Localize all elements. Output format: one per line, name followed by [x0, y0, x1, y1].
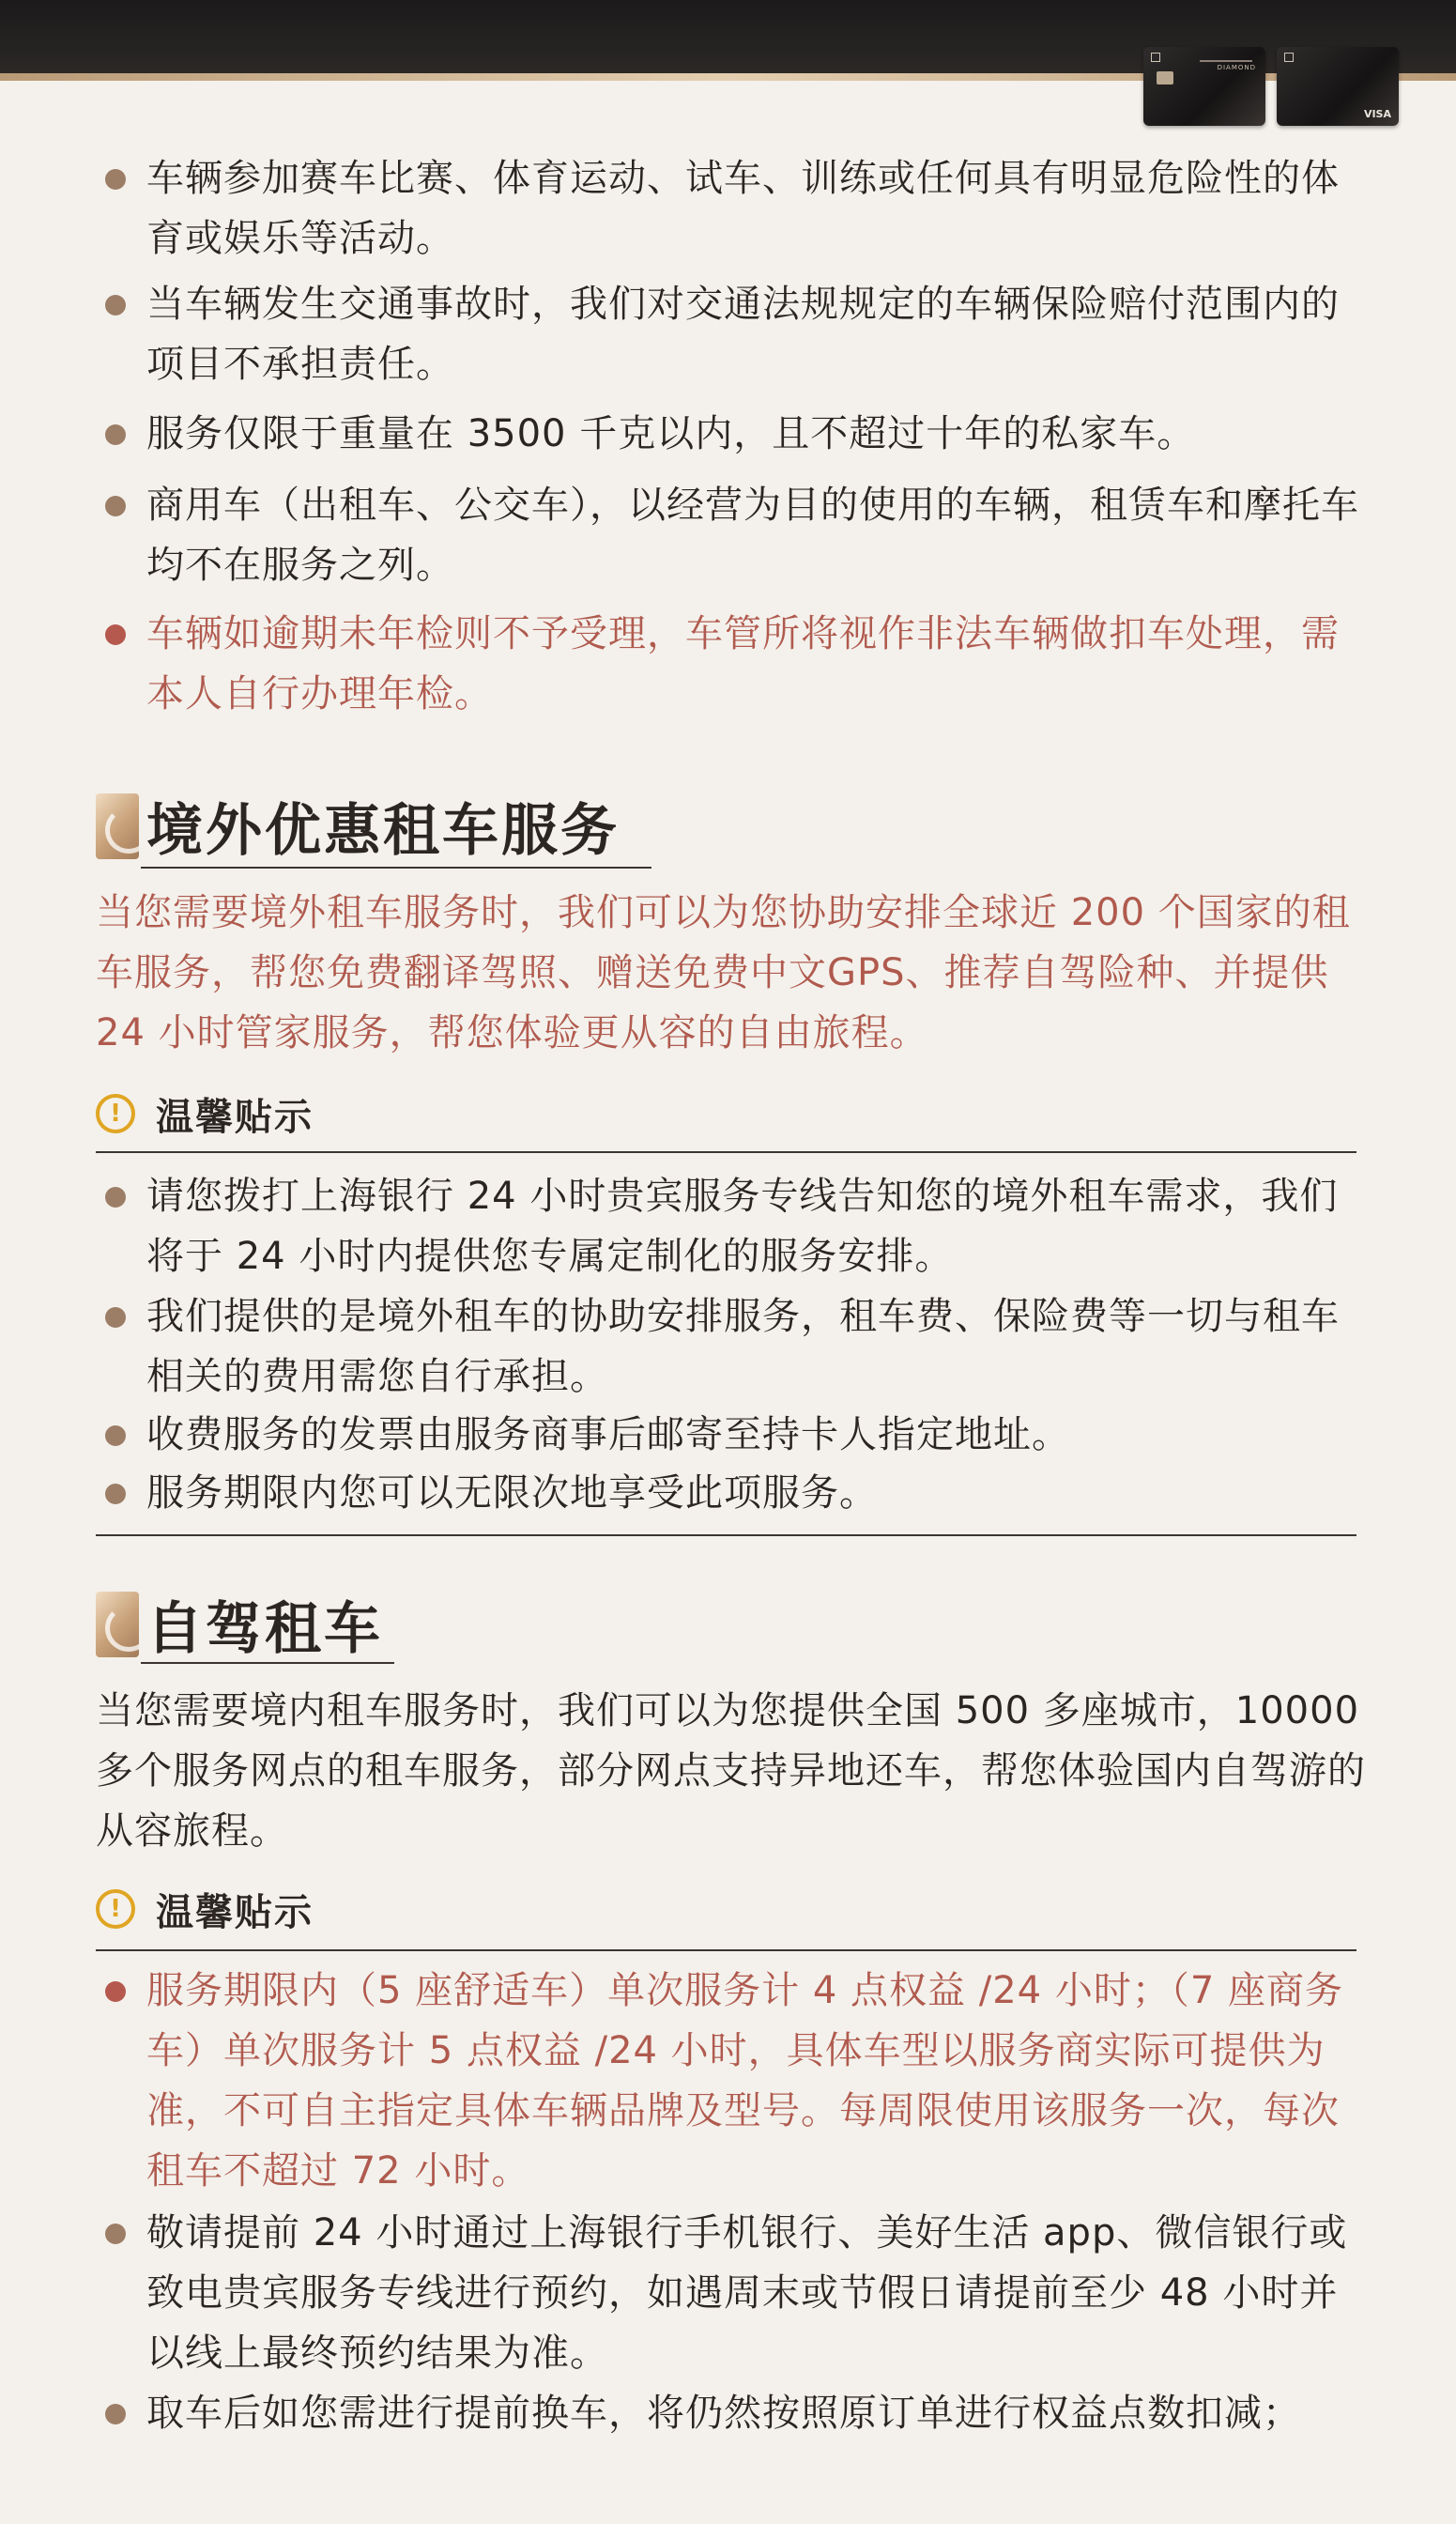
- divider: [96, 1151, 1356, 1153]
- list-item: [96, 148, 1363, 269]
- bullet-dot-icon: [105, 1425, 126, 1446]
- list-item-warning: [96, 1961, 1363, 2201]
- section-marker-icon: [96, 793, 139, 859]
- list-item-text: 取车后如您需进行提前换车，将仍然按照原订单进行权益点数扣减；: [146, 2392, 1301, 2435]
- section-heading-selfdrive: [96, 1587, 383, 1662]
- list-item-text: 收费服务的发票由服务商事后邮寄至持卡人指定地址。: [146, 1413, 1070, 1456]
- list-item-warning: [96, 604, 1363, 724]
- bullet-dot-icon: [105, 1981, 126, 2002]
- section-heading-overseas: [96, 789, 620, 864]
- list-item: [96, 1463, 1363, 1523]
- section-underline: [141, 867, 651, 869]
- list-item-text: 服务仅限于重量在 3500 千克以内，且不超过十年的私家车。: [146, 412, 1196, 455]
- bullet-dot-icon: [105, 2224, 126, 2244]
- visa-logo: VISA: [1363, 108, 1391, 120]
- divider: [96, 1949, 1356, 1951]
- list-item-text: 服务期限内您可以无限次地享受此项服务。: [146, 1471, 878, 1515]
- list-item: [96, 404, 1363, 464]
- bullet-dot-icon: [105, 1484, 126, 1504]
- bullet-dot-icon: [105, 1307, 126, 1328]
- selfdrive-description: 当您需要境内租车服务时，我们可以为您提供全国 500 多座城市，10000 多个服务网点的租车服务，部分网点支持异地还车，帮您体验国内自驾游的从容旅程。: [96, 1689, 1366, 1853]
- bullet-dot-icon: [105, 424, 126, 445]
- list-item: [96, 274, 1363, 394]
- list-item-text: 我们提供的是境外租车的协助安排服务，租车费、保险费等一切与租车相关的费用需您自行承担。: [146, 1295, 1340, 1398]
- exclamation-icon: !: [96, 1889, 135, 1929]
- list-item-text: 当车辆发生交通事故时，我们对交通法规规定的车辆保险赔付范围内的项目不承担责任。: [146, 283, 1340, 386]
- section-underline: [141, 1662, 394, 1664]
- bullet-dot-icon: [105, 496, 126, 516]
- section-title: 境外优惠租车服务: [146, 798, 620, 864]
- list-item: [96, 1405, 1363, 1465]
- tips-title: 温馨贴示: [156, 1095, 314, 1139]
- bullet-dot-icon: [105, 624, 126, 645]
- bullet-dot-icon: [105, 1187, 126, 1208]
- list-item-text: 敬请提前 24 小时通过上海银行手机银行、美好生活 app、微信银行或致电贵宾服务专线进行预约，如遇周末或节假日请提前至少 48 小时并以线上最终预约结果为准。: [146, 2211, 1348, 2375]
- list-item: [96, 2203, 1363, 2383]
- list-item: [96, 2383, 1363, 2443]
- list-item-text: 车辆参加赛车比赛、体育运动、试车、训练或任何具有明显危险性的体育或娱乐等活动。: [146, 157, 1340, 260]
- tips-heading: [96, 1087, 314, 1140]
- tips-heading: [96, 1883, 314, 1935]
- list-item-text: 请您拨打上海银行 24 小时贵宾服务专线告知您的境外租车需求，我们将于 24 小时内提供您专属定制化的服务安排。: [146, 1175, 1339, 1278]
- list-item: [96, 475, 1363, 595]
- section-marker-icon: [96, 1592, 139, 1657]
- bullet-dot-icon: [105, 2404, 126, 2424]
- list-item-text: 车辆如逾期未年检则不予受理，车管所将视作非法车辆做扣车处理，需本人自行办理年检。: [146, 612, 1340, 716]
- exclamation-icon: !: [96, 1094, 135, 1133]
- divider: [96, 1534, 1356, 1536]
- overseas-description: 当您需要境外租车服务时，我们可以为您协助安排全球近 200 个国家的租车服务，帮您免费翻译驾照、赠送免费中文GPS、推荐自驾险种、并提供 24 小时管家服务，帮您体验更从容的自由旅程。: [96, 891, 1351, 1054]
- list-item-text: 商用车（出租车、公交车），以经营为目的使用的车辆，租赁车和摩托车均不在服务之列。: [146, 484, 1359, 587]
- tips-title: 温馨贴示: [156, 1890, 314, 1934]
- list-item-text: 服务期限内（5 座舒适车）单次服务计 4 点权益 /24 小时；（7 座商务车）单次服务计 5 点权益 /24 小时，具体车型以服务商实际可提供为准，不可自主指定具体车辆品牌及型号。每周限使用该服务一次，每次租车不超过 72 小时。: [146, 1969, 1344, 2193]
- list-item: [96, 1286, 1363, 1407]
- bullet-dot-icon: [105, 169, 126, 190]
- card-brand-text: DIAMOND: [1217, 64, 1256, 71]
- list-item: [96, 1166, 1363, 1286]
- bullet-dot-icon: [105, 295, 126, 316]
- section-title: 自驾租车: [146, 1596, 383, 1662]
